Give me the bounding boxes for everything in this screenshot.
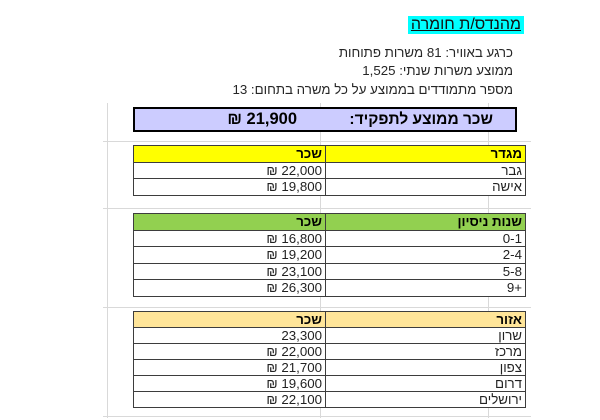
category-cell: 2-4 — [326, 247, 526, 264]
table-header-row — [134, 214, 526, 231]
job-stats — [232, 44, 513, 99]
salary-cell: 23,100 ₪ — [134, 263, 326, 280]
category-cell: 9+ — [326, 280, 526, 297]
salary-cell: 19,800 ₪ — [134, 179, 326, 196]
average-salary-label: שכר ממוצע לתפקיד: — [349, 111, 493, 128]
table-row — [134, 392, 526, 408]
table-row — [134, 230, 526, 247]
salary-cell: 19,200 ₪ — [134, 247, 326, 264]
table-row — [134, 280, 526, 297]
salary-header-cell: שכר — [134, 214, 326, 231]
table-header-row — [134, 146, 526, 163]
average-salary-value: 21,900 ₪ — [227, 110, 297, 128]
category-cell: צפון — [326, 360, 526, 376]
salary-cell: 22,000 ₪ — [134, 344, 326, 360]
category-cell: מרכז — [326, 344, 526, 360]
table-row — [134, 162, 526, 179]
category-header-cell: אזור — [326, 312, 526, 328]
category-cell: ירושלים — [326, 392, 526, 408]
sheet-gridline-vertical — [107, 103, 108, 418]
stat-open-positions: כרגע באוויר: 81 משרות פתוחות — [338, 45, 513, 60]
salary-cell: 23,300 — [134, 328, 326, 344]
stat-yearly-positions: ממוצע משרות שנתי: 1,525 — [362, 63, 513, 79]
salary-header-cell: שכר — [134, 146, 326, 163]
salary-header-cell: שכר — [134, 312, 326, 328]
category-cell: אישה — [326, 179, 526, 196]
sheet-gridline-horizontal — [103, 141, 531, 142]
category-header-cell: שנות ניסיון — [326, 214, 526, 231]
sheet-gridline-horizontal — [103, 307, 531, 308]
salary-cell: 22,000 ₪ — [134, 162, 326, 179]
salary-cell: 16,800 ₪ — [134, 230, 326, 247]
category-cell: 5-8 — [326, 263, 526, 280]
table-row — [134, 344, 526, 360]
category-cell: גבר — [326, 162, 526, 179]
table-row — [134, 179, 526, 196]
salary-cell: 19,600 ₪ — [134, 376, 326, 392]
category-cell: 0-1 — [326, 230, 526, 247]
category-header-cell: מגדר — [326, 146, 526, 163]
salary-cell: 21,700 ₪ — [134, 360, 326, 376]
job-title-link[interactable]: מהנדס/ת חומרה — [408, 16, 524, 34]
experience-table — [133, 213, 526, 297]
stat-candidates-per-position: מספר מתמודדים בממוצע על כל משרה בתחום: 13 — [232, 81, 513, 97]
sheet-gridline-horizontal — [103, 416, 531, 417]
salary-cell: 26,300 ₪ — [134, 280, 326, 297]
salary-cell: 22,100 ₪ — [134, 392, 326, 408]
category-cell: דרום — [326, 376, 526, 392]
table-row — [134, 263, 526, 280]
average-salary-banner — [133, 107, 517, 132]
sheet-gridline-horizontal — [103, 208, 531, 209]
table-header-row — [134, 312, 526, 328]
gender-table — [133, 145, 526, 196]
category-cell: שרון — [326, 328, 526, 344]
table-row — [134, 247, 526, 264]
region-table — [133, 311, 526, 408]
table-row — [134, 328, 526, 344]
table-row — [134, 360, 526, 376]
table-row — [134, 376, 526, 392]
